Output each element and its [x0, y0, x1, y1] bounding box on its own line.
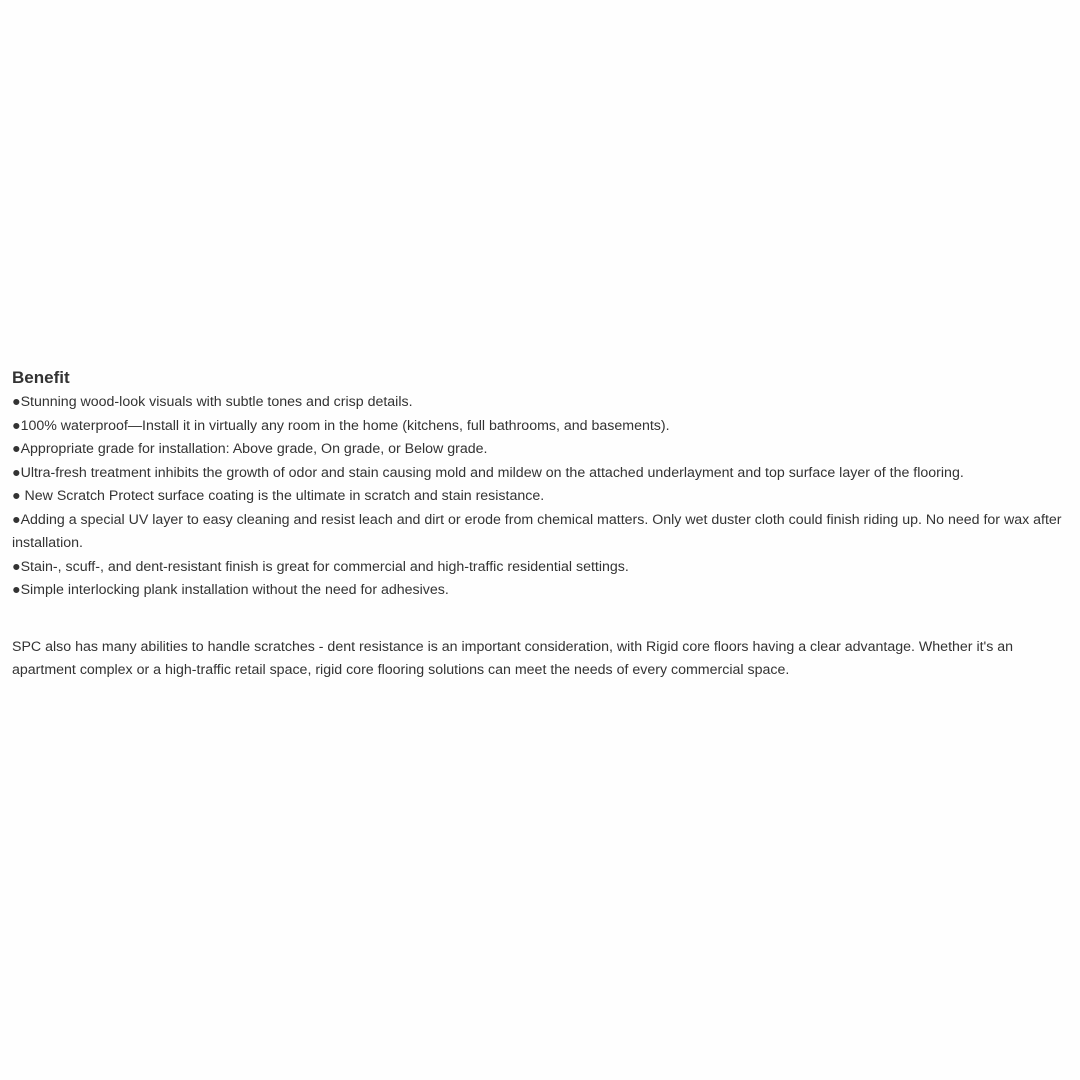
description-paragraph: SPC also has many abilities to handle scratches - dent resistance is an important consideration, with Rigid core floors having a clear advantage. Whether it's an apartment complex or a high-traffic retail space, rigid core flooring solutions can meet the needs of every commercial space.	[12, 638, 1014, 678]
section-title: Benefit	[12, 368, 70, 387]
benefit-list	[12, 391, 1072, 603]
benefit-item: ●Adding a special UV layer to easy cleaning and resist leach and dirt or erode from chemical matters. Only wet duster cloth could finish riding up. No need for wax after installation.	[12, 511, 1062, 551]
benefit-section	[12, 367, 1072, 683]
benefit-item: ●Stunning wood-look visuals with subtle tones and crisp details.	[12, 394, 413, 410]
benefit-item: ●100% waterproof—Install it in virtually any room in the home (kitchens, full bathrooms, and basements).	[12, 417, 670, 434]
benefit-item: ●Ultra-fresh treatment inhibits the growth of odor and stain causing mold and mildew on the attached underlayment and top surface layer of the flooring.	[12, 464, 964, 481]
benefit-item: ●Stain-, scuff-, and dent-resistant finish is great for commercial and high-traffic residential settings.	[12, 558, 629, 575]
benefit-item: ●Simple interlocking plank installation without the need for adhesives.	[12, 582, 449, 598]
benefit-item: ● New Scratch Protect surface coating is the ultimate in scratch and stain resistance.	[12, 488, 545, 504]
benefit-item: ●Appropriate grade for installation: Above grade, On grade, or Below grade.	[12, 441, 488, 457]
